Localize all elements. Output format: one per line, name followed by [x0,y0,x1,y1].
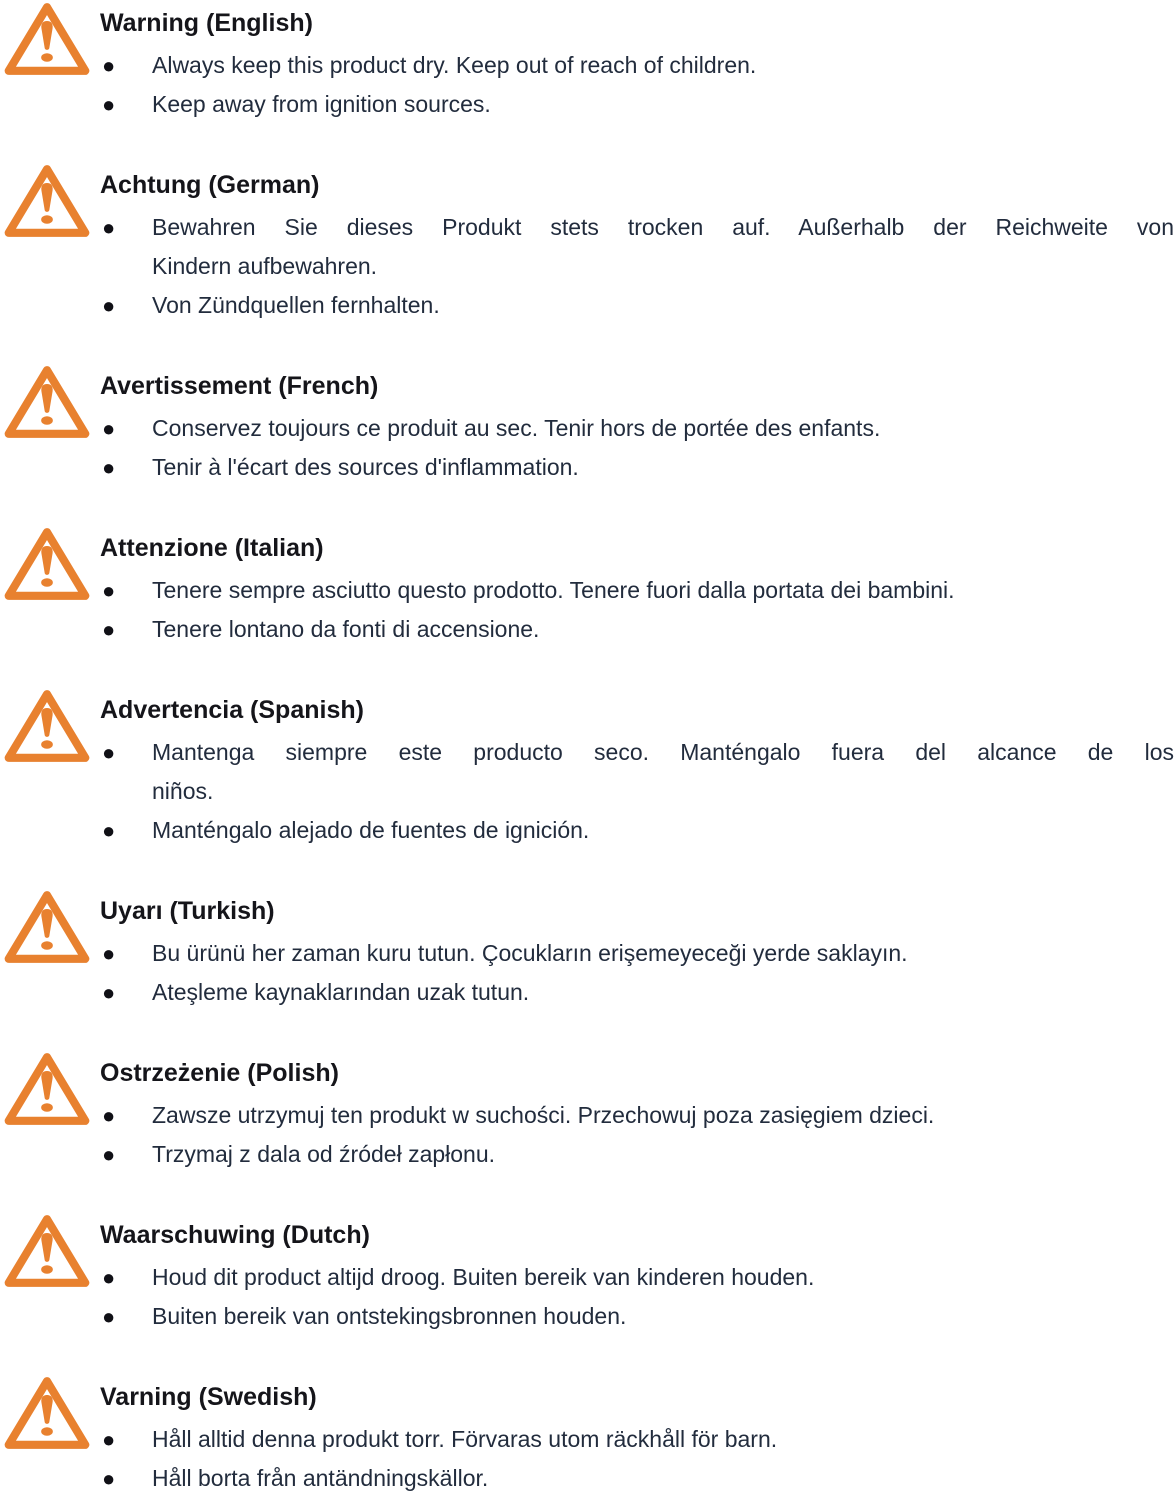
section-heading: Ostrzeżenie (Polish) [100,1059,339,1087]
section-content [100,2,1176,124]
bullet-text-line: Trzymaj z dala od źródeł zapłonu. [152,1141,496,1167]
bullet-text-line: Kindern aufbewahren. [152,253,378,279]
warning-triangle-icon [4,1214,90,1288]
bullet-text [152,1135,1174,1174]
bullet-text [152,286,1174,325]
bullet-marker-icon: ● [102,941,116,966]
bullet-item [100,409,1174,448]
bullet-text [152,46,1174,85]
section-content [100,527,1176,649]
warning-section [4,1376,1176,1498]
bullet-text-line: Conservez toujours ce produit au sec. Tenir hors de portée des enfants. [152,415,881,441]
icon-column [4,164,100,325]
bullet-item [100,610,1174,649]
bullet-marker-icon: ● [102,1466,116,1491]
warning-triangle-icon [4,365,90,439]
icon-column [4,1376,100,1498]
bullet-item [100,811,1174,850]
bullet-text [152,208,1174,286]
section-content [100,689,1176,850]
bullet-text [152,571,1174,610]
warning-triangle-icon [4,527,90,601]
bullet-list [100,934,1174,1012]
bullet-item [100,1297,1174,1336]
bullet-text [152,610,1174,649]
bullet-list [100,1258,1174,1336]
bullet-item [100,571,1174,610]
section-heading: Achtung (German) [100,171,320,199]
bullet-text-line: Always keep this product dry. Keep out of reach of children. [152,52,757,78]
bullet-list [100,46,1174,124]
warning-section [4,527,1176,649]
bullet-item [100,46,1174,85]
bullet-marker-icon: ● [102,617,116,642]
bullet-text [152,448,1174,487]
icon-column [4,527,100,649]
icon-column [4,890,100,1012]
bullet-item [100,1258,1174,1297]
bullet-marker-icon: ● [102,1265,116,1290]
bullet-marker-icon: ● [102,1142,116,1167]
bullet-item [100,1096,1174,1135]
bullet-text [152,934,1174,973]
bullet-text-line: Ateşleme kaynaklarından uzak tutun. [152,979,530,1005]
warning-section [4,1052,1176,1174]
bullet-text [152,1297,1174,1336]
bullet-item [100,934,1174,973]
bullet-text [152,1258,1174,1297]
bullet-item [100,208,1174,286]
bullet-item [100,1135,1174,1174]
bullet-marker-icon: ● [102,416,116,441]
bullet-text-line: Zawsze utrzymuj ten produkt w suchości. Przechowuj poza zasięgiem dzieci. [152,1102,935,1128]
bullet-item [100,286,1174,325]
bullet-text-line: Keep away from ignition sources. [152,91,491,117]
section-heading: Advertencia (Spanish) [100,696,364,724]
section-content [100,1052,1176,1174]
warning-triangle-icon [4,689,90,763]
bullet-text-line: Bu ürünü her zaman kuru tutun. Çocukların erişemeyeceği yerde saklayın. [152,940,908,966]
bullet-item [100,85,1174,124]
section-content [100,890,1176,1012]
bullet-list [100,409,1174,487]
warning-triangle-icon [4,164,90,238]
bullet-list [100,1096,1174,1174]
warning-triangle-icon [4,1052,90,1126]
section-heading: Attenzione (Italian) [100,534,324,562]
bullet-marker-icon: ● [102,215,116,240]
bullet-marker-icon: ● [102,1103,116,1128]
icon-column [4,689,100,850]
bullet-text [152,1096,1174,1135]
bullet-text-line: Buiten bereik van ontstekingsbronnen houden. [152,1303,627,1329]
bullet-marker-icon: ● [102,1427,116,1452]
bullet-item [100,1459,1174,1498]
warning-triangle-icon [4,2,90,76]
icon-column [4,365,100,487]
section-content [100,365,1176,487]
bullet-marker-icon: ● [102,740,116,765]
bullet-text-line: Von Zündquellen fernhalten. [152,292,440,318]
warning-section [4,689,1176,850]
bullet-marker-icon: ● [102,578,116,603]
bullet-text-line: Tenir à l'écart des sources d'inflammation. [152,454,579,480]
warning-section [4,2,1176,124]
bullet-item [100,973,1174,1012]
bullet-item [100,1420,1174,1459]
bullet-text [152,733,1174,811]
section-content [100,1376,1176,1498]
bullet-text-line: Mantenga siempre este producto seco. Manténgalo fuera del alcance de los [152,739,1174,765]
bullet-text-line: Tenere lontano da fonti di accensione. [152,616,540,642]
warning-section [4,1214,1176,1336]
bullet-text-line: Tenere sempre asciutto questo prodotto. Tenere fuori dalla portata dei bambini. [152,577,955,603]
warning-section [4,890,1176,1012]
section-heading: Avertissement (French) [100,372,379,400]
bullet-list [100,1420,1174,1498]
bullet-marker-icon: ● [102,455,116,480]
bullet-text-line: Manténgalo alejado de fuentes de ignición. [152,817,590,843]
bullet-text-line: Bewahren Sie dieses Produkt stets trocken auf. Außerhalb der Reichweite von [152,214,1174,240]
bullet-marker-icon: ● [102,293,116,318]
bullet-list [100,208,1174,325]
section-content [100,164,1176,325]
bullet-marker-icon: ● [102,1304,116,1329]
bullet-text [152,1420,1174,1459]
bullet-text [152,1459,1174,1498]
bullet-item [100,448,1174,487]
bullet-marker-icon: ● [102,53,116,78]
bullet-text-line: Håll borta från antändningskällor. [152,1465,489,1491]
bullet-list [100,571,1174,649]
icon-column [4,1052,100,1174]
bullet-text [152,85,1174,124]
bullet-text-line: Houd dit product altijd droog. Buiten bereik van kinderen houden. [152,1264,815,1290]
bullet-marker-icon: ● [102,92,116,117]
bullet-text [152,973,1174,1012]
warning-triangle-icon [4,890,90,964]
section-heading: Warning (English) [100,9,313,37]
warning-section [4,365,1176,487]
icon-column [4,2,100,124]
bullet-marker-icon: ● [102,818,116,843]
section-content [100,1214,1176,1336]
section-heading: Varning (Swedish) [100,1383,317,1411]
bullet-text-line: Håll alltid denna produkt torr. Förvaras utom räckhåll för barn. [152,1426,778,1452]
section-heading: Waarschuwing (Dutch) [100,1221,370,1249]
bullet-item [100,733,1174,811]
icon-column [4,1214,100,1336]
bullet-marker-icon: ● [102,980,116,1005]
warning-section [4,164,1176,325]
bullet-text-line: niños. [152,778,214,804]
section-heading: Uyarı (Turkish) [100,897,275,925]
warning-triangle-icon [4,1376,90,1450]
bullet-text [152,409,1174,448]
bullet-list [100,733,1174,850]
bullet-text [152,811,1174,850]
